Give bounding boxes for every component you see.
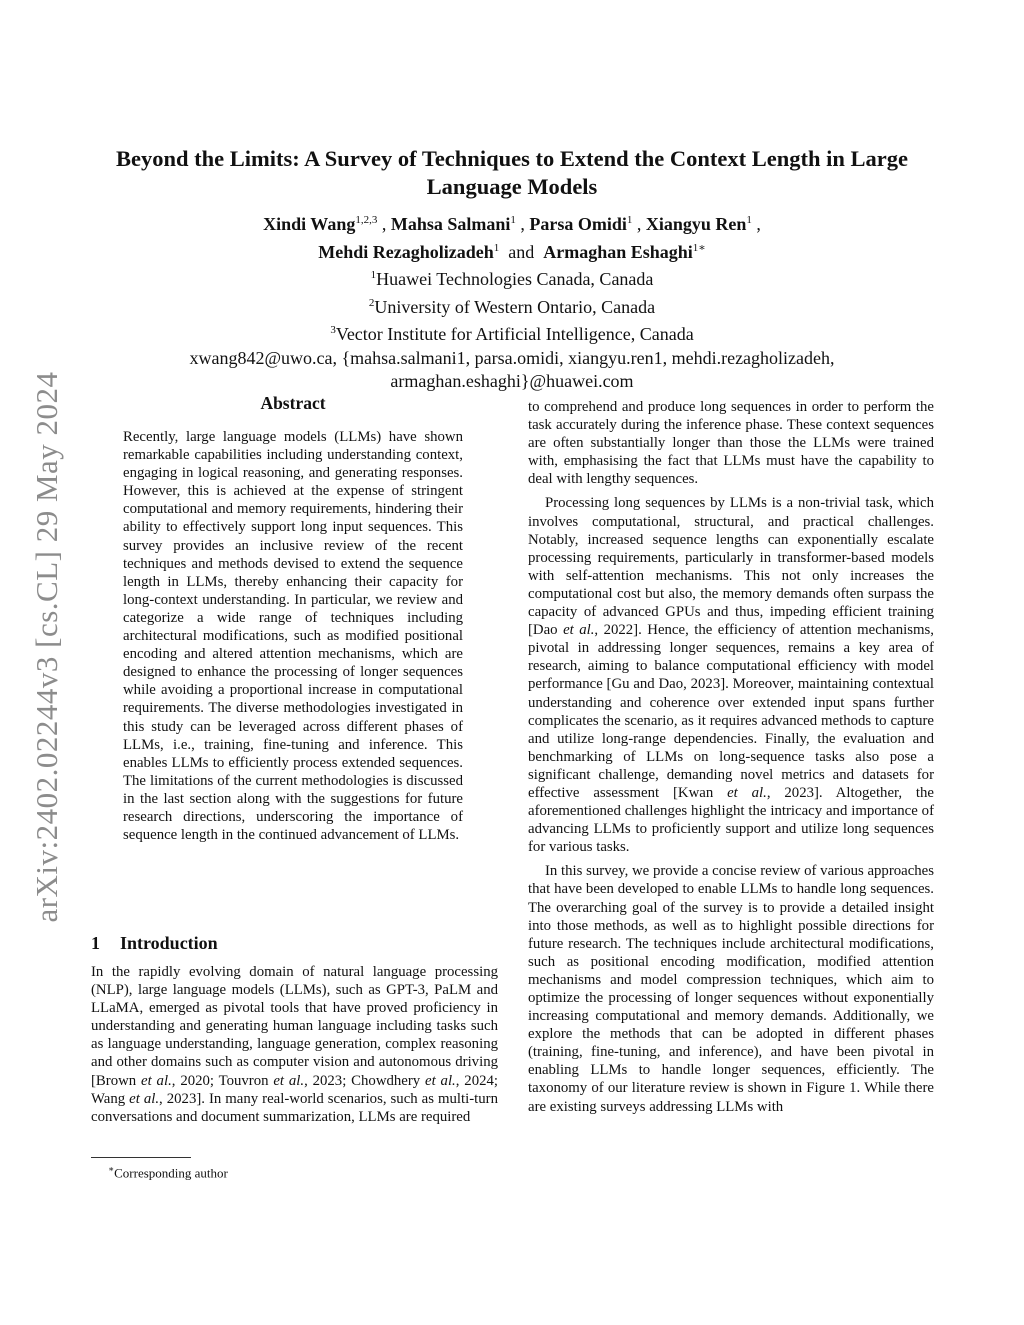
section-number: 1 — [91, 933, 100, 953]
section-heading — [91, 933, 491, 954]
author-affil-mark: 1∗ — [692, 241, 706, 254]
author-affil-mark: 1 — [493, 241, 500, 254]
right-paragraph-1: to comprehend and produce long sequences in order to perform the task accurately during the inference phase. These context sequences are often substantially longer than those the LLMs were trained with, emphasising the fact that LLMs must have the capability to deal with lengthy sequences. — [528, 399, 934, 488]
section-title: Introduction — [120, 933, 218, 953]
author-and: and — [508, 241, 535, 262]
text-run: , 2022]. Hence, the efficiency of attention mechanisms, pivotal in addressing longer sequences, remains a key area of research, aiming to balance computational efficiency with model performance [Gu and Dao, 2023]. Moreover, maintaining contextual understanding and coherence over extended input spans further complicates the scenario, as it requires advanced methods to capture and utilize long-range dependencies. Finally, the evaluation and benchmarking of LLMs on long-sequence tasks also pose a significant challenge, demanding novel metrics and datasets for effective assessment [Kwan — [528, 622, 935, 801]
text-run: , 2023]. In many real-world scenarios, such as multi-turn conversations and document summarization, LLMs are required — [91, 1090, 498, 1125]
author-name: Xiangyu Ren — [645, 214, 747, 234]
affiliation-text: Huawei Technologies Canada, Canada — [376, 269, 654, 289]
footnote-rule — [91, 1157, 191, 1158]
text-run: , 2020; Touvron — [171, 1072, 274, 1089]
author-affil-mark: 1 — [746, 214, 752, 226]
author-separator: , — [377, 214, 391, 234]
email-line: xwang842@uwo.ca, {mahsa.salmani1, parsa.omidi, xiangyu.ren1, mehdi.rezagholizadeh, — [189, 347, 835, 368]
footnote-text: Corresponding author — [114, 1165, 228, 1181]
author-name: Parsa Omidi — [529, 214, 627, 234]
intro-paragraph — [91, 963, 498, 1126]
author-name: Xindi Wang — [263, 214, 356, 234]
affiliation — [110, 292, 914, 320]
right-paragraph-2 — [528, 494, 934, 856]
affiliation-mark: 3 — [330, 324, 336, 336]
text-run: , 2024; Wang — [91, 1072, 499, 1107]
text-run: In the rapidly evolving domain of natural language processing (NLP), large language models (LLMs), such as GPT-3, PaLM and LLaMA, emerged as pivotal tools that have proved proficiency in understanding and generating human language including tasks such as language understanding, language generation, complex reasoning and other domains such as computer vision and autonomous driving [Brown — [91, 964, 498, 1089]
email-line: armaghan.eshaghi}@huawei.com — [390, 371, 634, 391]
affiliation — [110, 319, 914, 347]
text-run: , 2023; Chowdhery — [304, 1072, 426, 1089]
affiliation-text: Vector Institute for Artificial Intelligence, Canada — [335, 324, 694, 344]
et-al: et al. — [273, 1072, 305, 1089]
author-affil-mark: 1 — [626, 214, 633, 226]
et-al: et al. — [727, 784, 767, 801]
intro-column — [91, 963, 498, 1126]
arxiv-identifier: arXiv:2402.02244v3 [cs.CL] 29 May 2024 — [29, 371, 64, 923]
text-run: , 2023]. Altogether, the aforementioned challenges highlight the intricacy and importance of advancing LLMs to proficiently support and utilize long sequences for various tasks. — [528, 784, 934, 856]
author-affil-mark: 1,2,3 — [355, 214, 378, 226]
right-paragraph-3: In this survey, we provide a concise review of various approaches that have been developed to enable LLMs to handle long sequences. The overarching goal of the survey is to provide a detailed insight into those methods, as well as to highlight possible directions for future research. The techniques include architectural modifications, such as positional encoding modification, modified attention mechanisms and model compression techniques, which aim to optimize the processing of longer sequences without exponentially increasing computational and memory demands. Additionally, we explore the methods that can be adopted in different phases (training, fine-tuning, and inference), and have been pivotal in enabling LLMs to handle longer sequences, efficiently. The taxonomy of our literature review is shown in Figure 1. While there are existing surveys addressing LLMs with — [528, 863, 934, 1115]
author-name: Mahsa Salmani — [390, 214, 511, 234]
affiliation-mark: 1 — [370, 269, 377, 281]
et-al: et al. — [129, 1090, 160, 1107]
author-line-2 — [110, 237, 914, 265]
footnote — [108, 1161, 488, 1181]
et-al: et al. — [563, 622, 595, 639]
author-separator: , — [751, 214, 761, 234]
author-block — [110, 209, 914, 394]
affiliation — [110, 264, 914, 292]
abstract-body: Recently, large language models (LLMs) have shown remarkable capabilities including understanding context, engaging in logical reasoning, and generating responses. However, this is achieved at the expense of stringent computational and memory requirements, hindering their ability to effectively support long input sequences. This survey provides an inclusive review of the recent techniques and methods devised to extend the sequence length in LLMs, thereby enhancing their capacity for long-context understanding. In particular, we review and categorize a wide range of techniques including architectural modifications, such as modified positional encoding and altered attention mechanisms, which are designed to enhance the processing of longer sequences while avoiding a proportional increase in computational requirements. The diverse methodologies investigated in this study can be leveraged across different phases of LLMs, i.e., training, fine-tuning and inference. This enables LLMs to efficiently process extended sequences. The limitations of the current methodologies is discussed in the last section along with the suggestions for future research directions, underscoring the importance of sequence length in the continued advancement of LLMs. — [123, 429, 463, 844]
et-al: et al. — [425, 1072, 456, 1089]
paper-title: Beyond the Limits: A Survey of Techniques to Extend the Context Length in Large Language Models — [116, 146, 908, 199]
abstract-heading: Abstract — [260, 393, 326, 413]
right-column — [528, 398, 934, 1116]
footnote-mark: ∗ — [108, 1164, 115, 1174]
text-run: Processing long sequences by LLMs is a non-trivial task, which involves computational, structural, and practical challenges. Notably, increased sequence lengths can exponentially escalate processing requirements, particularly in transformer-based models with self-attention mechanisms. This not only increases the computational cost but also, the memory demands often surpass the capacity of advanced GPUs and thus, impeding efficient training [Dao — [528, 495, 934, 639]
author-name: Mehdi Rezagholizadeh — [318, 241, 494, 262]
et-al: et al. — [141, 1072, 172, 1089]
affiliation-mark: 2 — [368, 296, 375, 309]
author-separator: , — [632, 214, 646, 234]
author-line-1 — [110, 209, 914, 237]
author-affil-mark: 1 — [510, 214, 516, 226]
author-name: Armaghan Eshaghi — [543, 241, 693, 262]
affiliation-text: University of Western Ontario, Canada — [374, 296, 656, 317]
author-separator: , — [515, 214, 530, 234]
